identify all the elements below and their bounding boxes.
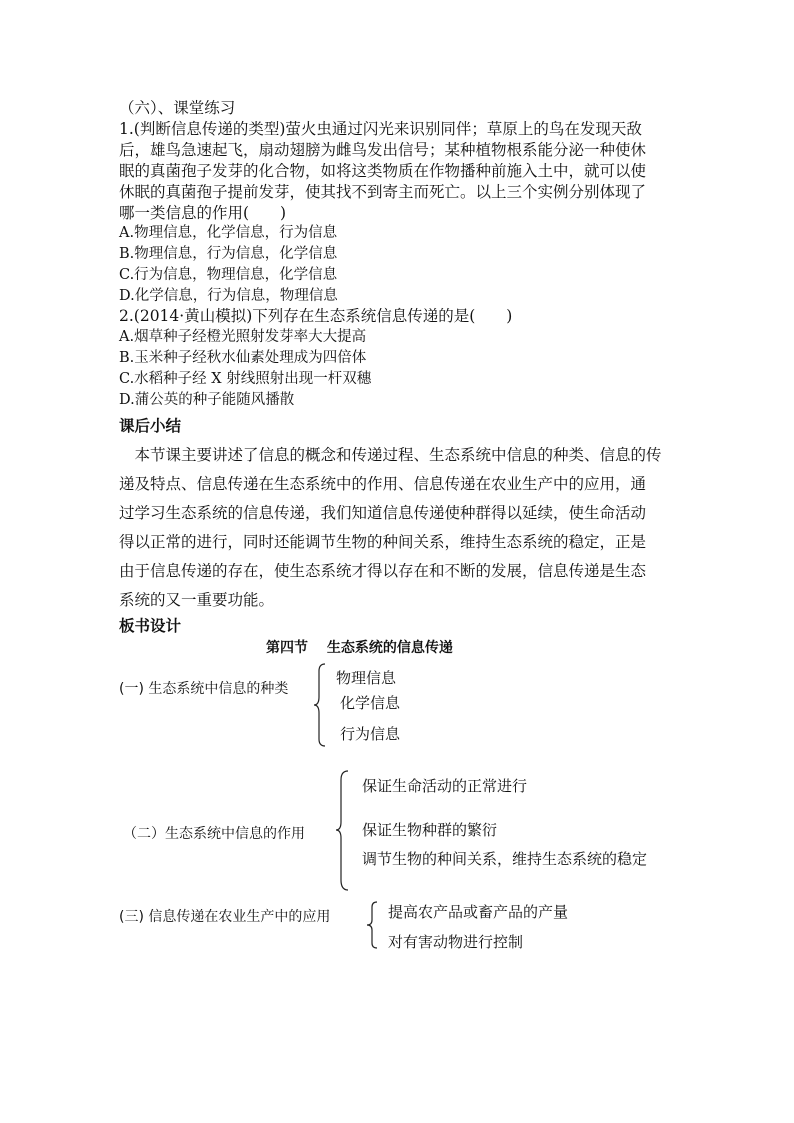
summary-line: 由于信息传递的存在，使生态系统才得以存在和不断的发展，信息传递是生态 (119, 562, 647, 580)
info-role-item: 调节生物的种间关系，维持生态系统的稳定 (362, 850, 648, 868)
q2-option-b: B.玉米种子经秋水仙素处理成为四倍体 (119, 350, 367, 366)
application-item: 对有害动物进行控制 (388, 933, 524, 951)
summary-heading: 课后小结 (119, 416, 182, 435)
brace-icon (335, 770, 351, 891)
q1-line: 休眠的真菌孢子提前发芽，使其找不到寄主而死亡。以上三个实例分别体现了 (119, 183, 647, 201)
info-type-item: 物理信息 (336, 669, 397, 687)
info-role-item: 保证生物种群的繁衍 (362, 821, 498, 839)
info-type-item: 行为信息 (340, 725, 401, 743)
application-item: 提高农产品或畜产品的产量 (388, 903, 569, 921)
board-heading: 板书设计 (119, 616, 182, 635)
brace-icon (366, 901, 380, 949)
board-section-2-label: （二）生态系统中信息的作用 (123, 826, 305, 842)
board-section-1-label: (一) 生态系统中信息的种类 (119, 681, 289, 697)
info-role-item: 保证生命活动的正常进行 (362, 777, 528, 795)
summary-line: 系统的又一重要功能。 (119, 591, 275, 609)
q1-line: 后，雄鸟急速起飞，扇动翅膀为雌鸟发出信号；某种植物根系能分泌一种使休 (119, 141, 647, 159)
q1-line: 眠的真菌孢子发芽的化合物，如将这类物质在作物播种前施入土中，就可以使 (119, 162, 647, 180)
q1-line: 哪一类信息的作用( ) (119, 204, 287, 222)
board-section-3-label: (三) 信息传递在农业生产中的应用 (119, 909, 331, 925)
info-type-item: 化学信息 (340, 694, 401, 712)
q2-stem: 2.(2014·黄山模拟)下列存在生态系统信息传递的是( ) (119, 307, 513, 325)
summary-line: 本节课主要讲述了信息的概念和传递过程、生态系统中信息的种类、信息的传 (119, 446, 662, 464)
summary-line: 递及特点、信息传递在生态系统中的作用、信息传递在农业生产中的应用，通 (119, 475, 647, 493)
brace-icon (313, 663, 329, 747)
q1-option-d: D.化学信息，行为信息，物理信息 (119, 288, 338, 304)
q2-option-d: D.蒲公英的种子能随风播散 (119, 392, 295, 408)
q1-option-c: C.行为信息，物理信息，化学信息 (119, 267, 338, 283)
q1-line: 1.(判断信息传递的类型)萤火虫通过闪光来识别同伴；草原上的鸟在发现天敌 (119, 120, 642, 138)
q1-option-b: B.物理信息，行为信息，化学信息 (119, 246, 338, 262)
q1-option-a: A.物理信息，化学信息，行为信息 (119, 225, 338, 241)
summary-line: 得以正常的进行，同时还能调节生物的种间关系，维持生态系统的稳定，正是 (119, 533, 647, 551)
practice-heading: （六）、课堂练习 (119, 99, 236, 117)
summary-line: 过学习生态系统的信息传递，我们知道信息传递使种群得以延续，使生命活动 (119, 504, 647, 522)
q2-option-c: C.水稻种子经 X 射线照射出现一杆双穗 (119, 371, 372, 387)
q2-option-a: A.烟草种子经橙光照射发芽率大大提高 (119, 329, 367, 345)
board-title: 第四节 生态系统的信息传递 (266, 640, 453, 656)
